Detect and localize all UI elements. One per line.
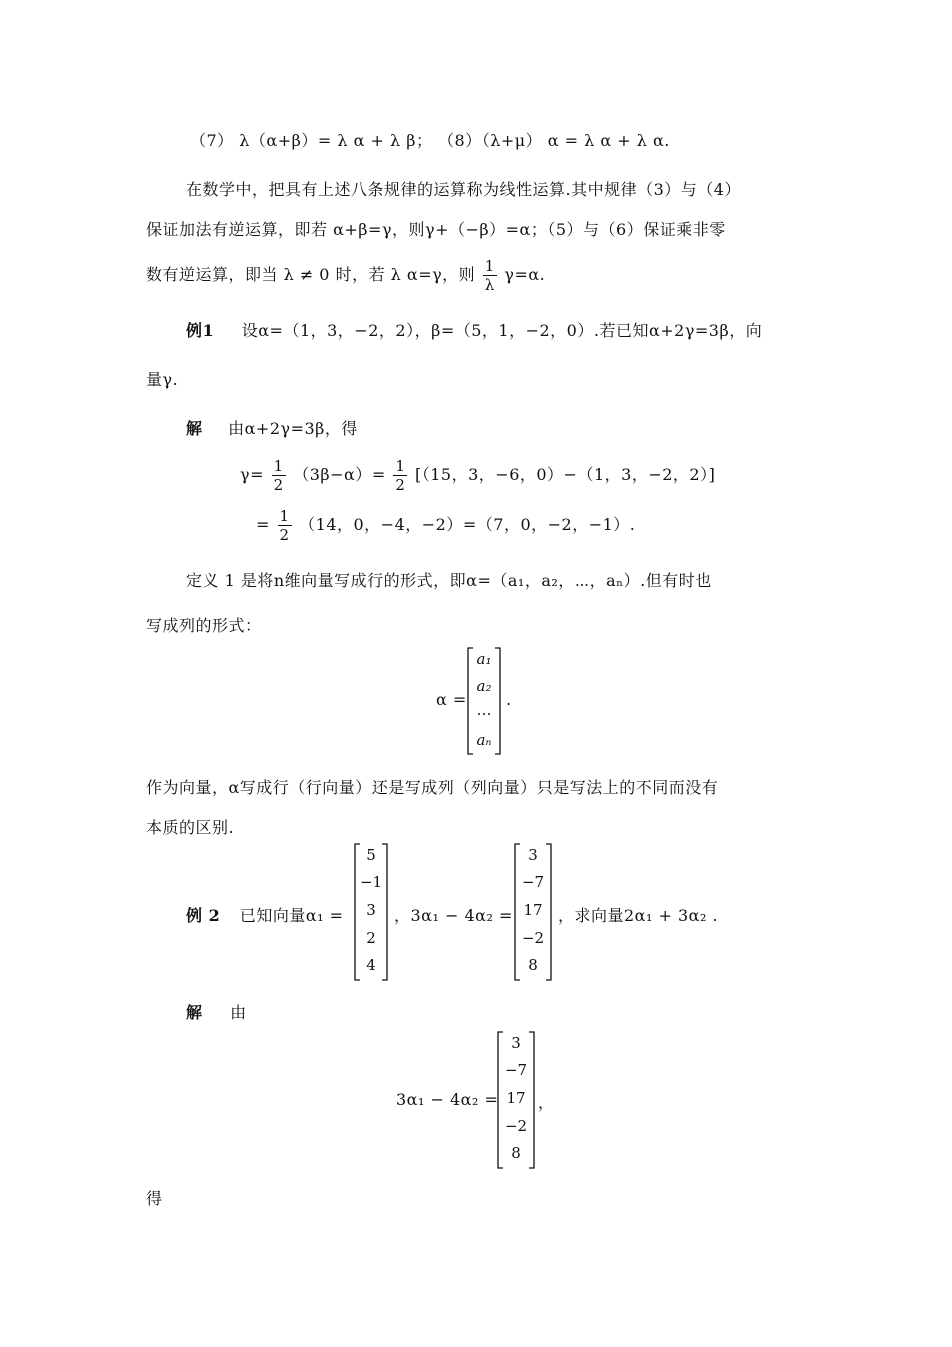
rule-7-8: （7） λ（α+β）= λ α + λ β； （8）（λ+μ） α = λ α + λ α. xyxy=(190,131,670,150)
solution-2-text: 由 xyxy=(230,1003,247,1022)
eq1-right: [（15，3，−6，0）−（1，3，−2，2）] xyxy=(415,465,716,484)
eq1-middle: （3β−α）= xyxy=(293,465,386,484)
column-entry-4: aₙ xyxy=(476,731,492,749)
column-vector-lhs: α = xyxy=(436,690,467,709)
fraction-denominator: λ xyxy=(484,276,495,294)
example-2-label-text: 例 2 xyxy=(186,906,221,925)
column-entry-2: a₂ xyxy=(476,677,492,695)
paragraph-linear-ops-line3 xyxy=(146,257,545,294)
vector-combination xyxy=(512,842,554,982)
combo2-entry-2: −7 xyxy=(504,1061,528,1079)
column-entry-3: … xyxy=(476,701,492,719)
line3-text-end: γ=α. xyxy=(504,265,546,284)
equation-3-comma: ， xyxy=(538,1093,555,1112)
paragraph-linear-ops-line1: 在数学中，把具有上述八条规律的运算称为线性运算.其中规律（3）与（4） xyxy=(186,180,741,199)
paragraph-row-vs-column: 作为向量，α写成行（行向量）还是写成列（列向量）只是写法上的不同而没有 xyxy=(146,778,719,797)
combo-entry-3: 17 xyxy=(523,901,543,919)
fraction-half-3 xyxy=(278,507,292,544)
combo2-entry-5: 8 xyxy=(511,1144,521,1162)
example-1-text-cont: 量γ. xyxy=(146,370,179,389)
equation-gamma xyxy=(240,457,715,494)
fraction-denominator: 2 xyxy=(395,476,406,494)
vector-combination-2 xyxy=(495,1030,537,1170)
fraction-numerator: 1 xyxy=(395,457,406,475)
example-2-text1: 已知向量α₁ = xyxy=(239,906,344,925)
eq2-equals: = xyxy=(256,515,270,534)
fraction-denominator: 2 xyxy=(279,526,290,544)
solution-2-label: 解 xyxy=(186,1003,203,1022)
final-word: 得 xyxy=(146,1189,163,1208)
example-2-text3: ，求向量2α₁ + 3α₂ . xyxy=(558,906,719,925)
definition-text-cont: 写成列的形式： xyxy=(146,616,262,635)
alpha1-entry-3: 3 xyxy=(366,901,376,919)
fraction-half-1 xyxy=(272,457,286,494)
eq2-right: （14，0，−4，−2）=（7，0，−2，−1）. xyxy=(299,515,636,534)
solution-1 xyxy=(186,416,358,439)
column-vector-matrix xyxy=(465,646,503,756)
combo-entry-1: 3 xyxy=(528,846,538,864)
solution-1-label: 解 xyxy=(186,419,203,438)
definition-text: 定义 1 是将n维向量写成行的形式，即α=（a₁，a₂，⋯，aₙ）.但有时也 xyxy=(186,571,712,590)
fraction-half-2 xyxy=(393,457,407,494)
example-1 xyxy=(186,318,762,341)
fraction-numerator: 1 xyxy=(279,507,290,525)
line3-text: 数有逆运算，即当 λ ≠ 0 时，若 λ α=γ，则 xyxy=(146,265,476,284)
vector-alpha1 xyxy=(352,842,390,982)
example-2-label xyxy=(186,903,344,926)
column-entry-1: a₁ xyxy=(476,650,492,668)
fraction-one-over-lambda xyxy=(483,257,497,294)
fraction-numerator: 1 xyxy=(273,457,284,475)
combo-entry-4: −2 xyxy=(521,929,545,947)
paragraph-row-vs-column-cont: 本质的区别. xyxy=(146,818,235,837)
alpha1-entry-1: 5 xyxy=(366,846,376,864)
solution-2 xyxy=(186,1000,247,1023)
eq1-lhs: γ= xyxy=(240,465,264,484)
combo2-entry-1: 3 xyxy=(511,1034,521,1052)
equation-gamma-result xyxy=(256,507,635,544)
combo2-entry-4: −2 xyxy=(504,1117,528,1135)
example-1-label: 例1 xyxy=(186,321,215,340)
combo2-entry-3: 17 xyxy=(506,1089,526,1107)
solution-1-text: 由α+2γ=3β，得 xyxy=(228,419,358,438)
example-1-text: 设α=（1，3，−2，2），β=（5，1，−2，0）.若已知α+2γ=3β，向 xyxy=(241,321,763,340)
equation-3-lhs: 3α₁ − 4α₂ = xyxy=(396,1090,499,1109)
combo-entry-2: −7 xyxy=(521,873,545,891)
alpha1-entry-2: −1 xyxy=(359,873,383,891)
combo-entry-5: 8 xyxy=(528,956,538,974)
alpha1-entry-4: 2 xyxy=(366,929,376,947)
alpha1-entry-5: 4 xyxy=(366,956,376,974)
fraction-numerator: 1 xyxy=(484,257,495,275)
column-vector-period: . xyxy=(506,690,512,709)
fraction-denominator: 2 xyxy=(273,476,284,494)
paragraph-linear-ops-line2: 保证加法有逆运算，即若 α+β=γ，则γ+（−β）=α；（5）与（6）保证乘非零 xyxy=(146,220,726,239)
example-2-text2: ，3α₁ − 4α₂ = xyxy=(394,906,513,925)
